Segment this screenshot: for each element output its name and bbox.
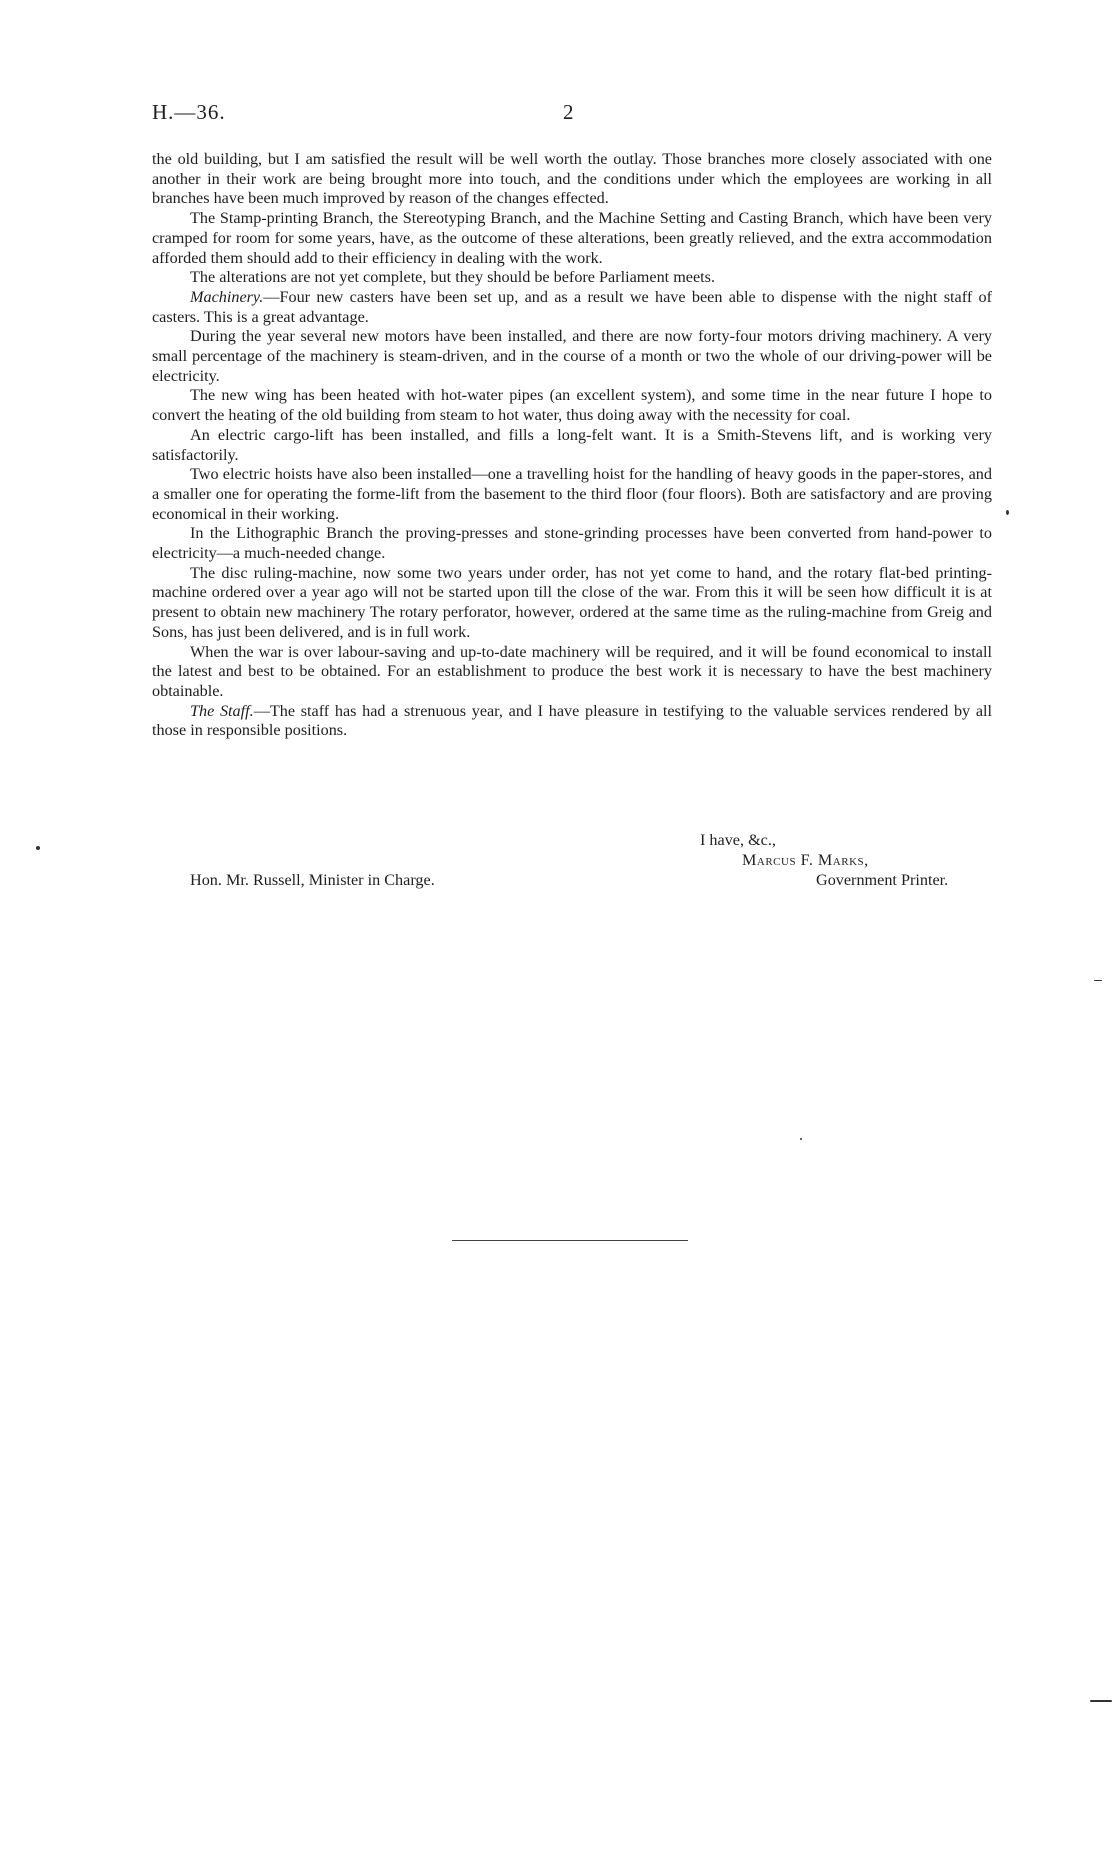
page-number: 2 (563, 100, 574, 124)
addressee: Hon. Mr. Russell, Minister in Charge. (190, 871, 435, 889)
paragraph: The new wing has been heated with hot-water pipes (an excellent system), and some time in the near future I hope to convert the heating of the old building from steam to hot water, thus doing away with the necessity for coal. (152, 386, 992, 425)
scan-speck (1006, 510, 1009, 515)
document-reference: H.—36. (152, 100, 226, 124)
signatory-title: Government Printer. (816, 871, 949, 889)
scan-speck (36, 846, 40, 850)
scan-speck (1090, 1700, 1112, 1702)
scan-speck (1094, 980, 1102, 981)
signature-block (700, 830, 1000, 890)
end-rule (452, 1240, 688, 1241)
paragraph: The disc ruling-machine, now some two years under order, has not yet come to hand, and the rotary flat-bed printing-machine ordered over a year ago will not be started upon till the close of the war. From this it will be seen how difficult it is at present to obtain new machinery The rotary perforator, however, ordered at the same time as the ruling-machine from Greig and Sons, has just been delivered, and is in full work. (152, 563, 992, 641)
paragraph: In the Lithographic Branch the proving-presses and stone-grinding processes have been converted from hand-power to electricity—a much-needed change. (152, 524, 992, 563)
paragraph: the old building, but I am satisfied the result will be well worth the outlay. Those branches more closely associated with one another in their work are being brought more into touch, and the conditions under which the employees are working in all branches have been much improved by reason of the changes effected. (152, 150, 992, 208)
section-heading-machinery: Machinery. (190, 287, 264, 306)
section-heading-staff: The Staff. (190, 701, 254, 720)
paragraph: An electric cargo-lift has been installed, and fills a long-felt want. It is a Smith-Stevens lift, and is working very satisfactorily. (152, 425, 992, 464)
signatory-name: Marcus F. Marks, (742, 851, 869, 869)
paragraph: Two electric hoists have also been installed—one a travelling hoist for the handling of heavy goods in the paper-stores, and a smaller one for operating the forme-lift from the basement to the third floor (four floors). Both are satisfactory and are proving economical in their working. (152, 465, 992, 523)
paragraph: When the war is over labour-saving and up-to-date machinery will be required, and it will be found economical to install the latest and best to be obtained. For an establishment to produce the best work it is necessary to have the best machinery obtainable. (152, 642, 992, 700)
paragraph-machinery: Machinery.—Four new casters have been set up, and as a result we have been able to dispense with the night staff of casters. This is a great advantage. (152, 287, 992, 326)
paragraph: The Stamp-printing Branch, the Stereotyping Branch, and the Machine Setting and Casting Branch, which have been very cramped for room for some years, have, as the outcome of these alterations, been greatly relieved, and the extra accommodation afforded them should add to their efficiency in dealing with the work. (152, 209, 992, 267)
page-header (152, 100, 992, 130)
paragraph: The alterations are not yet complete, but they should be before Parliament meets. (190, 268, 716, 287)
paragraph-staff: The Staff.—The staff has had a strenuous year, and I have pleasure in testifying to the valuable services rendered by all those in responsible positions. (152, 701, 992, 740)
paragraph: During the year several new motors have been installed, and there are now forty-four motors driving machinery. A very small percentage of the machinery is steam-driven, and in the course of a month or two the whole of our driving-power will be electricity. (152, 327, 992, 385)
report-body (152, 150, 992, 741)
closing-salutation: I have, &c., (700, 831, 776, 849)
scan-speck (800, 1138, 802, 1140)
